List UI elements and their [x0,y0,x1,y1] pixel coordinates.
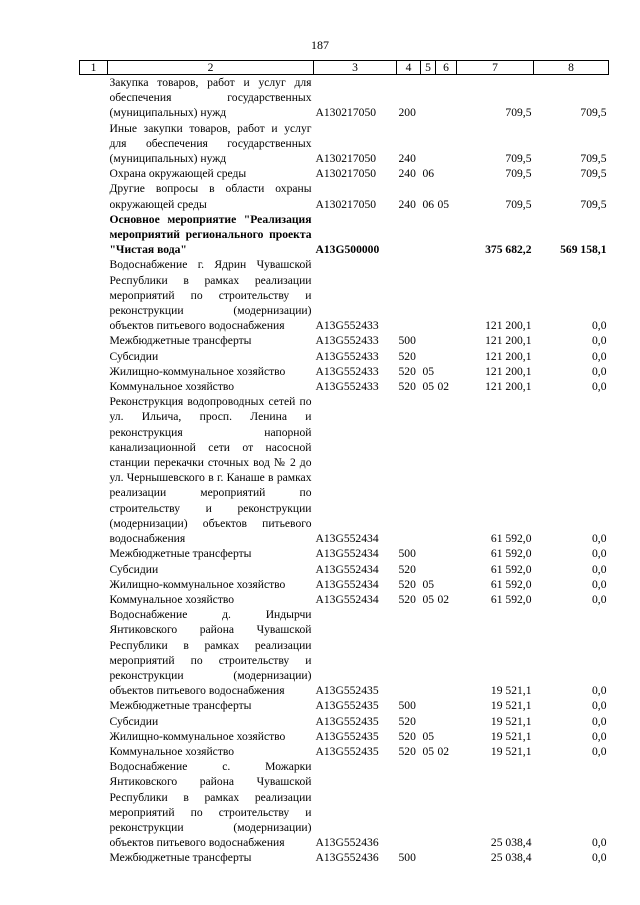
row-index-cell [80,364,108,379]
row-amount-2: 0,0 [592,349,607,363]
row-code: А130217050 [315,197,377,211]
row-name: Основное мероприятие "Реализация мероприятий регионального проекта "Чистая вода" [109,212,312,257]
row-amount-1: 709,5 [505,197,532,211]
row-index-cell [80,212,108,258]
row-section [421,333,436,348]
table-row [80,698,609,713]
row-amount-1: 121 200,1 [485,319,532,333]
row-section: 06 [422,167,435,181]
row-code: А130217050 [315,152,377,166]
row-code: А13G552433 [315,349,379,363]
row-section [421,349,436,364]
row-index-cell [80,592,108,607]
header-cell: 1 [80,61,108,75]
row-index-cell [80,181,108,211]
row-subsection [436,562,457,577]
row-amount-1: 19 521,1 [490,684,532,698]
row-section: 05 [422,577,435,591]
row-amount-2: 0,0 [592,334,607,348]
row-amount-1: 121 200,1 [485,349,532,363]
row-amount-2: 709,5 [580,167,607,181]
table-row [80,364,609,379]
row-subsection [436,607,457,698]
row-index-cell [80,577,108,592]
row-index-cell [80,394,108,546]
row-expense-type: 520 [398,380,416,394]
row-name: Субсидии [109,349,159,363]
row-section: 05 [422,364,435,378]
row-section: 05 [422,592,435,606]
row-code: А13G552435 [315,729,379,743]
row-expense-type [397,759,421,850]
table-row [80,257,609,333]
row-amount-2: 0,0 [592,714,607,728]
row-section [421,698,436,713]
header-cell: 4 [397,61,421,75]
row-name: Другие вопросы в области охраны окружающей среды [109,182,312,211]
row-index-cell [80,850,108,865]
row-amount-1: 61 592,0 [490,532,532,546]
row-subsection [436,729,457,744]
row-code: А13G552434 [315,577,379,591]
row-name: Жилищно-коммунальное хозяйство [109,729,286,743]
row-index-cell [80,257,108,333]
row-amount-2: 0,0 [592,699,607,713]
row-amount-2: 0,0 [592,744,607,758]
row-index-cell [80,744,108,759]
row-expense-type: 240 [398,167,416,181]
row-code: А13G552434 [315,562,379,576]
row-expense-type: 500 [398,334,416,348]
row-name: Жилищно-коммунальное хозяйство [109,577,286,591]
table-row [80,562,609,577]
row-section [421,546,436,561]
row-expense-type: 520 [398,714,416,728]
row-index-cell [80,698,108,713]
row-name: Иные закупки товаров, работ и услуг для обеспечения государственных (муниципальных) нужд [109,121,312,166]
row-amount-2: 0,0 [592,547,607,561]
row-amount-2: 0,0 [592,592,607,606]
row-code: А13G552436 [315,851,379,865]
row-amount-2: 0,0 [592,532,607,546]
row-amount-2: 0,0 [592,836,607,850]
row-subsection [436,349,457,364]
row-index-cell [80,333,108,348]
row-amount-1: 61 592,0 [490,577,532,591]
header-cell: 3 [314,61,397,75]
table-row [80,714,609,729]
row-amount-1: 25 038,4 [490,851,532,865]
row-subsection [436,577,457,592]
row-amount-1: 709,5 [505,106,532,120]
row-amount-2: 0,0 [592,577,607,591]
header-cell: 2 [108,61,314,75]
row-expense-type: 520 [398,729,416,743]
row-amount-1: 61 592,0 [490,547,532,561]
row-expense-type: 240 [398,197,416,211]
header-row [80,61,609,75]
row-code: А13G552435 [315,714,379,728]
row-subsection [436,121,457,167]
row-expense-type [397,257,421,333]
row-name: Водоснабжение д. Индырчи Янтиковского района Чувашской Республики в рамках реализации мероприятий по строительству и реконструкции (модернизации) объектов питьевого водоснабжения [109,608,312,698]
row-index-cell [80,714,108,729]
table-row [80,379,609,394]
row-name: Субсидии [109,714,159,728]
row-name: Межбюджетные трансферты [109,851,252,865]
row-expense-type: 500 [398,547,416,561]
row-expense-type: 240 [398,152,416,166]
row-index-cell [80,379,108,394]
row-name: Жилищно-коммунальное хозяйство [109,364,286,378]
row-amount-1: 19 521,1 [490,699,532,713]
row-code: А13G552435 [315,684,379,698]
row-index-cell [80,607,108,698]
row-section: 05 [422,380,435,394]
table-row [80,577,609,592]
row-name: Закупка товаров, работ и услуг для обеспечения государственных (муниципальных) нужд [109,76,312,120]
row-expense-type: 520 [398,562,416,576]
row-subsection [436,257,457,333]
row-amount-1: 121 200,1 [485,364,532,378]
row-code: А13G500000 [315,243,380,257]
row-name: Реконструкция водопроводных сетей по ул. Ильича, просп. Ленина и реконструкция напорной канализационной сети от насосной станции перекачки сточных вод № 2 до ул. Чернышевского в г. Канаше в рамках реализации мероприятий по строительству и реконструкции (модернизации) объектов питьевого водоснабжения [109,395,312,546]
row-index-cell [80,166,108,181]
row-amount-1: 25 038,4 [490,836,532,850]
row-section: 05 [422,729,435,743]
row-amount-2: 569 158,1 [560,243,607,257]
table-row [80,181,609,211]
row-expense-type: 520 [398,592,416,606]
row-name: Субсидии [109,562,159,576]
row-index-cell [80,546,108,561]
row-amount-2: 0,0 [592,380,607,394]
row-name: Коммунальное хозяйство [109,744,235,758]
table-row [80,75,609,121]
row-section [421,394,436,546]
header-cell: 7 [457,61,534,75]
row-amount-1: 709,5 [505,167,532,181]
row-code: А13G552433 [315,319,379,333]
row-amount-1: 19 521,1 [490,729,532,743]
row-section [421,257,436,333]
row-name: Охрана окружающей среды [109,167,247,181]
row-amount-1: 61 592,0 [490,562,532,576]
row-name: Водоснабжение г. Ядрин Чувашской Республики в рамках реализации мероприятий по строительству и реконструкции (модернизации) объектов питьевого водоснабжения [109,258,312,333]
table-row [80,592,609,607]
table-row [80,744,609,759]
row-amount-2: 0,0 [592,562,607,576]
row-code: А13G552434 [315,592,379,606]
row-amount-2: 0,0 [592,851,607,865]
row-expense-type: 200 [398,106,416,120]
row-expense-type: 520 [398,349,416,363]
row-subsection: 05 [437,197,450,211]
table-row [80,607,609,698]
row-subsection [436,394,457,546]
row-amount-1: 121 200,1 [485,380,532,394]
row-code: А13G552435 [315,744,379,758]
table-row [80,729,609,744]
row-amount-1: 375 682,2 [485,243,532,257]
row-code: А13G552433 [315,380,379,394]
table-row [80,349,609,364]
row-section [421,121,436,167]
row-expense-type [397,212,421,258]
row-subsection [436,212,457,258]
row-amount-1: 19 521,1 [490,714,532,728]
row-section [421,562,436,577]
row-index-cell [80,349,108,364]
row-subsection [436,714,457,729]
table-row [80,121,609,167]
row-code: А13G552434 [315,532,379,546]
table-row [80,212,609,258]
row-section [421,212,436,258]
table-row [80,850,609,865]
row-amount-2: 709,5 [580,106,607,120]
row-name: Межбюджетные трансферты [109,334,252,348]
row-expense-type: 500 [398,851,416,865]
row-amount-1: 61 592,0 [490,592,532,606]
table-row [80,166,609,181]
row-index-cell [80,75,108,121]
row-section [421,759,436,850]
row-code: А13G552433 [315,364,379,378]
table-row [80,759,609,850]
row-name: Межбюджетные трансферты [109,699,252,713]
row-section [421,607,436,698]
row-amount-1: 709,5 [505,152,532,166]
header-cell: 8 [534,61,609,75]
row-name: Коммунальное хозяйство [109,592,235,606]
row-expense-type [397,394,421,546]
header-cell: 5 [421,61,436,75]
table-row [80,333,609,348]
page-number: 187 [311,38,329,52]
row-section [421,850,436,865]
row-code: А130217050 [315,167,377,181]
row-code: А13G552433 [315,334,379,348]
row-subsection: 02 [437,592,450,606]
row-section [421,714,436,729]
row-expense-type: 520 [398,744,416,758]
row-subsection: 02 [437,380,450,394]
row-section [421,75,436,121]
row-amount-2: 0,0 [592,364,607,378]
row-subsection [436,364,457,379]
row-code: А13G552436 [315,836,379,850]
row-index-cell [80,759,108,850]
row-index-cell [80,562,108,577]
row-amount-1: 19 521,1 [490,744,532,758]
row-name: Межбюджетные трансферты [109,547,252,561]
row-amount-2: 0,0 [592,684,607,698]
row-code: А13G552435 [315,699,379,713]
row-section: 06 [422,197,435,211]
row-subsection [436,75,457,121]
row-expense-type: 520 [398,577,416,591]
table-row [80,546,609,561]
row-subsection [436,333,457,348]
row-subsection: 02 [437,744,450,758]
row-subsection [436,546,457,561]
row-name: Водоснабжение с. Можарки Янтиковского района Чувашской Республики в рамках реализации мероприятий по строительству и реконструкции (модернизации) объектов питьевого водоснабжения [109,760,312,850]
row-amount-2: 0,0 [592,319,607,333]
row-expense-type: 500 [398,699,416,713]
row-expense-type [397,607,421,698]
row-code: А13G552434 [315,547,379,561]
row-subsection [436,759,457,850]
row-amount-2: 709,5 [580,197,607,211]
row-amount-2: 0,0 [592,729,607,743]
budget-table [79,60,609,866]
table-row [80,394,609,546]
row-amount-2: 709,5 [580,152,607,166]
row-amount-1: 121 200,1 [485,334,532,348]
row-code: А130217050 [315,106,377,120]
row-expense-type: 520 [398,364,416,378]
table-body [80,75,609,866]
row-index-cell [80,121,108,167]
row-subsection [436,850,457,865]
row-subsection [436,698,457,713]
row-subsection [436,166,457,181]
row-name: Коммунальное хозяйство [109,380,235,394]
row-index-cell [80,729,108,744]
header-cell: 6 [436,61,457,75]
row-section: 05 [422,744,435,758]
